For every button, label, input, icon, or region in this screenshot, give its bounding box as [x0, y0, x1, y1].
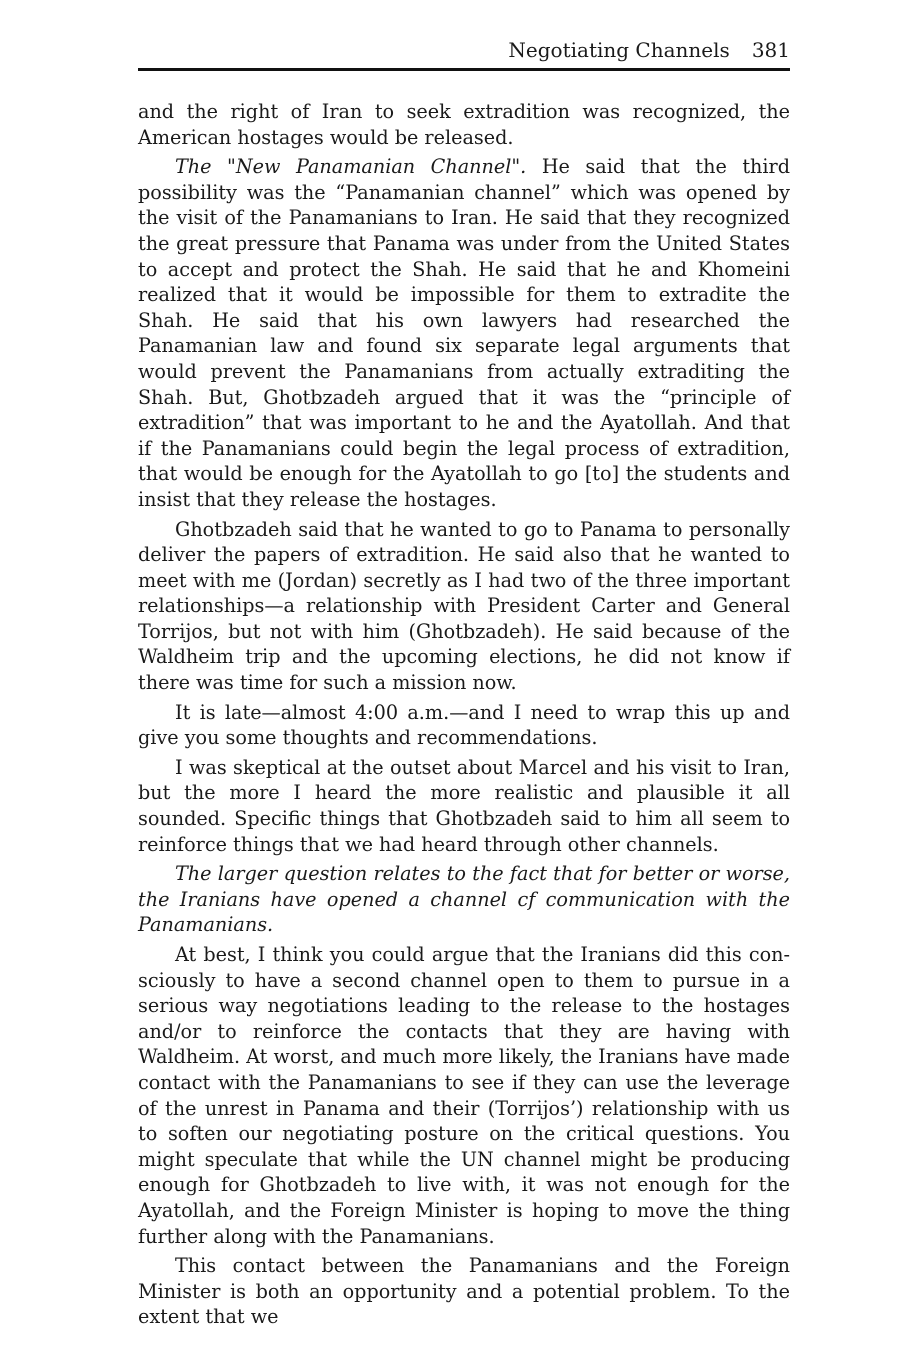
paragraph-text: I was skeptical at the outset about Marcel and his visit to Iran, but the more I heard the more realistic and plausible it all sounded. Specific things that Ghotbzadeh said to him all seem to reinforce things that we had heard through other channels.: [138, 755, 790, 856]
paragraph-text: This contact between the Panamanians and the Foreign Minister is both an opportunity and a potential problem. To the extent that we: [138, 1254, 790, 1329]
paragraph-at-best: [138, 942, 790, 1249]
running-head: [138, 34, 790, 66]
paragraph-contact-opportunity: [138, 1253, 790, 1330]
paragraph-text: and the right of Iran to seek extradition was recognized, the American hostages would be released.: [138, 100, 790, 149]
page-number: 381: [751, 38, 790, 62]
section-run-in-heading: The "New Panamanian Channel".: [175, 155, 527, 179]
paragraph-late-night: [138, 700, 790, 751]
paragraph-text: He said that the third possibility was the “Panamanian channel” which was opened by the visit of the Panamanians to Iran. He said that they recognized the great pressure that Panama was under from the United States to accept and protect the Shah. He said that he and Khomeini realized that it would be impossible for them to extradite the Shah. He said that his own lawyers had researched the Panamanian law and found six separate legal arguments that would prevent the Panamanians from actually extraditing the Shah. But, Ghotbzadeh argued that it was the “principle of extradition” that was important to he and the Ayatollah. And that if the Panamanians could begin the legal process of extradition, that would be enough for the Ayatollah to go [to] the students and insist that they release the hostages.: [138, 155, 790, 511]
running-head-title: Negotiating Channels: [508, 38, 730, 62]
header-rule: [138, 68, 790, 71]
paragraph-italic-text: The larger question relates to the fact that for better or worse, the Iranians have opened a channel cf communication with the Panamanians.: [138, 862, 790, 937]
paragraph-continuation: [138, 99, 790, 150]
book-page: [138, 34, 790, 1330]
paragraph-text: At best, I think you could argue that the Iranians did this consciously to have a second channel open to them to pursue in a serious way negotiations leading to the release to the hostages and/or to reinforce the contacts that they are having with Waldheim. At worst, and much more likely, the Iranians have made contact with the Panamanians to see if they can use the leverage of the unrest in Panama and their (Torrijos’) relationship with us to soften our negotiating posture on the critical questions. You might speculate that while the UN channel might be producing enough for Ghotbzadeh to live with, it was not enough for the Ayatollah, and the Foreign Minister is hoping to move the thing further along with the Panamanians.: [138, 943, 790, 1248]
paragraph-skeptical: [138, 755, 790, 857]
paragraph-panamanian-channel: [138, 154, 790, 512]
paragraph-text: It is late—almost 4:00 a.m.—and I need to wrap this up and give you some thoughts and recommendations.: [138, 700, 790, 750]
paragraph-text: Ghotbzadeh said that he wanted to go to Panama to personally deliver the papers of extradition. He said also that he wanted to meet with me (Jordan) secretly as I had two of the three important relationships—a relationship with President Carter and General Torrijos, but not with him (Ghotbzadeh). He said because of the Waldheim trip and the upcoming elections, he did not know if there was time for such a mission now.: [138, 517, 790, 695]
paragraph-ghotbzadeh-panama: [138, 517, 790, 696]
paragraph-larger-question: [138, 861, 790, 938]
body-text: [138, 99, 790, 1330]
